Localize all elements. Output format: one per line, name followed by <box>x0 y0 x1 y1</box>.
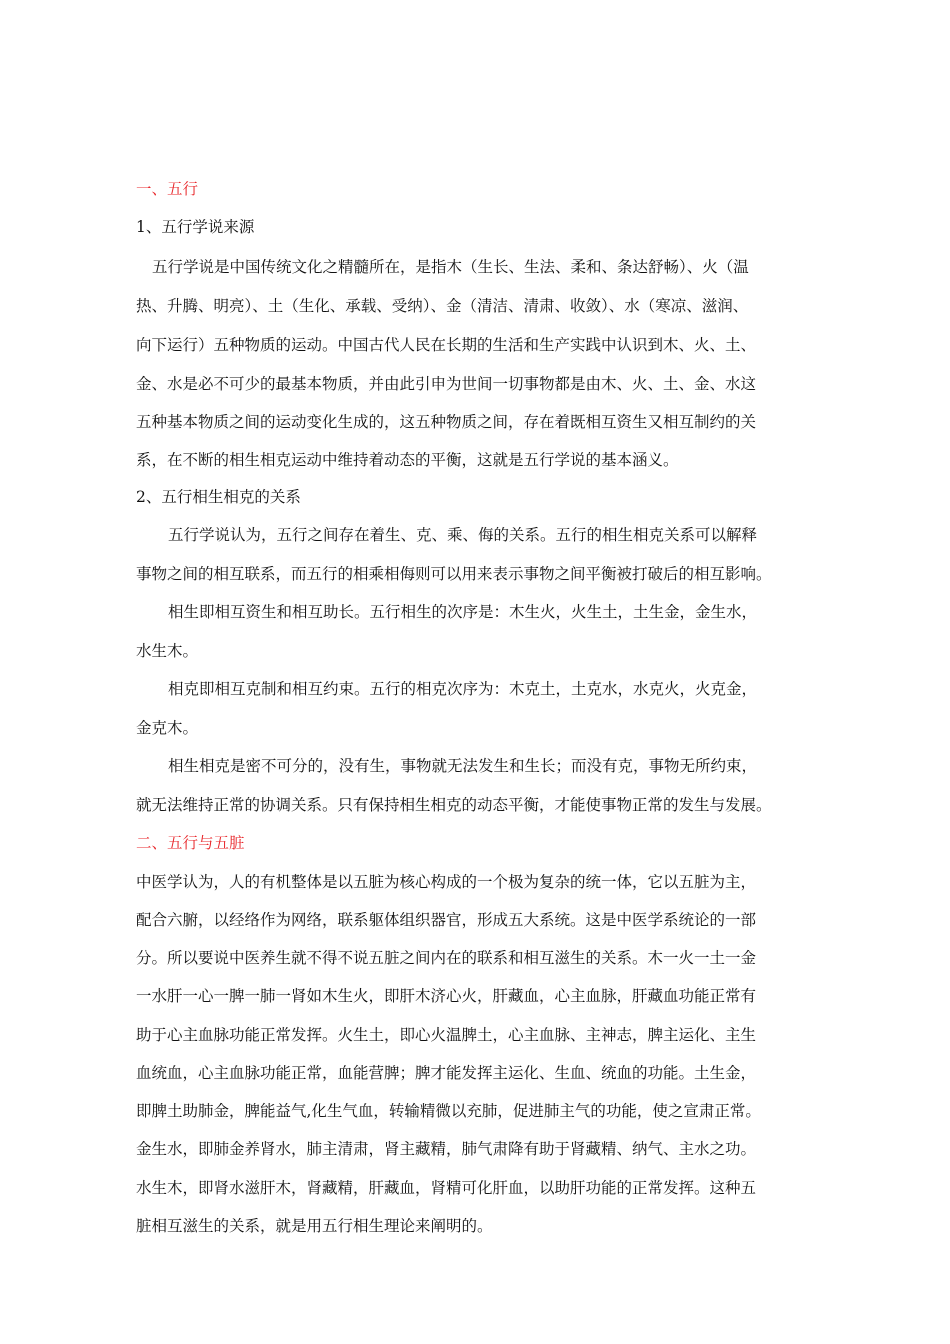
paragraph-wuzang-line: 水生木，即肾水滋肝木，肾藏精，肝藏血，肾精可化肝血，以助肝功能的正常发挥。这种五 <box>136 1179 757 1197</box>
section-heading-wuzang: 二、五行与五脏 <box>136 834 245 852</box>
paragraph-wuzang-line: 分。所以要说中医养生就不得不说五脏之间内在的联系和相互滋生的关系。木一火一土一金 <box>136 949 757 967</box>
paragraph-sheng-line: 相生即相互资生和相互助长。五行相生的次序是：木生火，火生土，土生金，金生水， <box>168 603 758 621</box>
paragraph-origin-line: 五种基本物质之间的运动变化生成的，这五种物质之间，存在着既相互资生又相互制约的关 <box>136 413 757 431</box>
paragraph-wuzang-line: 即脾土助肺金，脾能益气,化生气血，转输精微以充肺，促进肺主气的功能，使之宣肃正常。 <box>136 1102 761 1120</box>
paragraph-origin-line: 五行学说是中国传统文化之精髓所在，是指木（生长、生法、柔和、条达舒畅）、火（温 <box>152 258 749 276</box>
paragraph-origin-line: 金、水是必不可少的最基本物质，并由此引申为世间一切事物都是由木、火、土、金、水这 <box>136 375 757 393</box>
paragraph-wuzang-line: 血统血，心主血脉功能正常，血能营脾；脾才能发挥主运化、生血、统血的功能。土生金， <box>136 1064 757 1082</box>
paragraph-wuzang-line: 一水肝一心一脾一肺一肾如木生火，即肝木济心火，肝藏血，心主血脉，肝藏血功能正常有 <box>136 987 757 1005</box>
section-heading-wuxing: 一、五行 <box>136 180 199 198</box>
paragraph-ke-line: 金克木。 <box>136 719 199 737</box>
paragraph-ke-line: 相克即相互克制和相互约束。五行的相克次序为：木克土，土克水，水克火，火克金， <box>168 680 758 698</box>
paragraph-origin-line: 热、升腾、明亮）、土（生化、承载、受纳）、金（清洁、清肃、收敛）、水（寒凉、滋润、 <box>136 297 749 315</box>
paragraph-relations-line: 事物之间的相互联系，而五行的相乘相侮则可以用来表示事物之间平衡被打破后的相互影响。 <box>136 565 772 583</box>
subheading-relations: 2、五行相生相克的关系 <box>136 488 301 506</box>
paragraph-origin-line: 向下运行）五种物质的运动。中国古代人民在长期的生活和生产实践中认识到木、火、土、 <box>136 336 757 354</box>
paragraph-wuzang-line: 中医学认为，人的有机整体是以五脏为核心构成的一个极为复杂的统一体，它以五脏为主， <box>136 873 757 891</box>
paragraph-origin-line: 系，在不断的相生相克运动中维持着动态的平衡，这就是五行学说的基本涵义。 <box>136 451 679 469</box>
paragraph-wuzang-line: 助于心主血脉功能正常发挥。火生土，即心火温脾土，心主血脉、主神志，脾主运化、主生 <box>136 1026 757 1044</box>
paragraph-wuzang-line: 配合六腑，以经络作为网络，联系躯体组织器官，形成五大系统。这是中医学系统论的一部 <box>136 911 757 929</box>
paragraph-balance-line: 就无法维持正常的协调关系。只有保持相生相克的动态平衡，才能使事物正常的发生与发展。 <box>136 796 772 814</box>
paragraph-wuzang-line: 脏相互滋生的关系，就是用五行相生理论来阐明的。 <box>136 1217 493 1235</box>
subheading-origin: 1、五行学说来源 <box>136 218 255 236</box>
paragraph-relations-line: 五行学说认为，五行之间存在着生、克、乘、侮的关系。五行的相生相克关系可以解释 <box>168 526 758 544</box>
paragraph-wuzang-line: 金生水，即肺金养肾水，肺主清肃，肾主藏精，肺气肃降有助于肾藏精、纳气、主水之功。 <box>136 1140 757 1158</box>
paragraph-balance-line: 相生相克是密不可分的，没有生，事物就无法发生和生长；而没有克，事物无所约束， <box>168 757 758 775</box>
paragraph-sheng-line: 水生木。 <box>136 642 199 660</box>
